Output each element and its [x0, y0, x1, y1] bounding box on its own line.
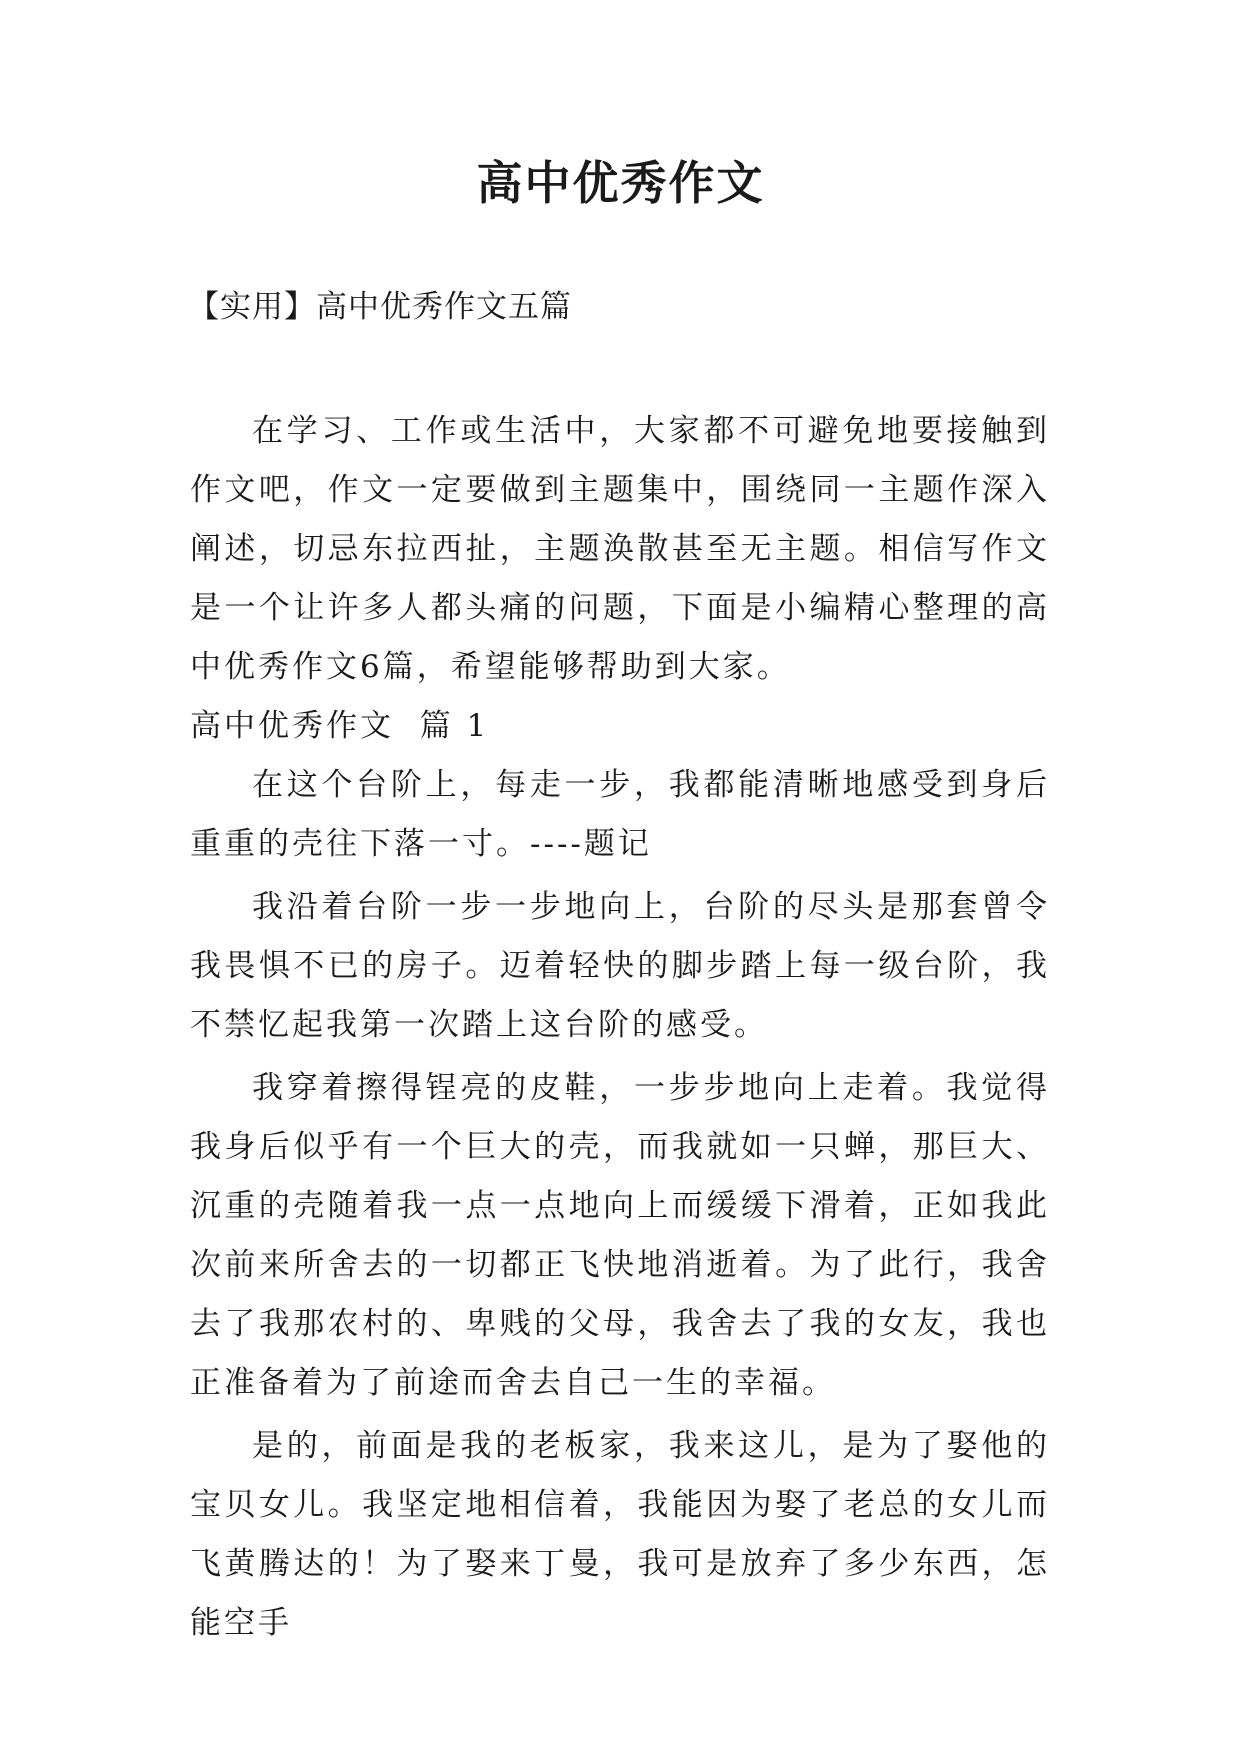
paragraph: 我沿着台阶一步一步地向上，台阶的尽头是那套曾令我畏惧不已的房子。迈着轻快的脚步踏上每一级台阶，我不禁忆起我第一次踏上这台阶的感受。 [190, 889, 1050, 1043]
paragraph: 是的，前面是我的老板家，我来这儿，是为了娶他的宝贝女儿。我坚定地相信着，我能因为娶了老总的女儿而飞黄腾达的！为了娶来丁曼，我可是放弃了多少东西，怎能空手 [190, 1428, 1050, 1641]
document-body [190, 402, 1050, 1653]
section-heading: 高中优秀作文 篇 1 [190, 708, 490, 744]
paragraph: 我穿着擦得锃亮的皮鞋，一步步地向上走着。我觉得我身后似乎有一个巨大的壳，而我就如一只蝉，那巨大、沉重的壳随着我一点一点地向上而缓缓下滑着，正如我此次前来所舍去的一切都正飞快地消逝着。为了此行，我舍去了我那农村的、卑贱的父母，我舍去了我的女友，我也正准备着为了前途而舍去自己一生的幸福。 [190, 1070, 1050, 1401]
document-subtitle: 【实用】高中优秀作文五篇 [188, 289, 572, 325]
document-title: 高中优秀作文 [476, 156, 765, 210]
intro-paragraph: 在学习、工作或生活中，大家都不可避免地要接触到作文吧，作文一定要做到主题集中，围绕同一主题作深入阐述，切忌东拉西扯，主题涣散甚至无主题。相信写作文是一个让许多人都头痛的问题，下面是小编精心整理的高中优秀作文6篇，希望能够帮助到大家。 [190, 413, 1050, 685]
paragraph: 在这个台阶上，每走一步，我都能清晰地感受到身后重重的壳往下落一寸。----题记 [190, 767, 1050, 862]
